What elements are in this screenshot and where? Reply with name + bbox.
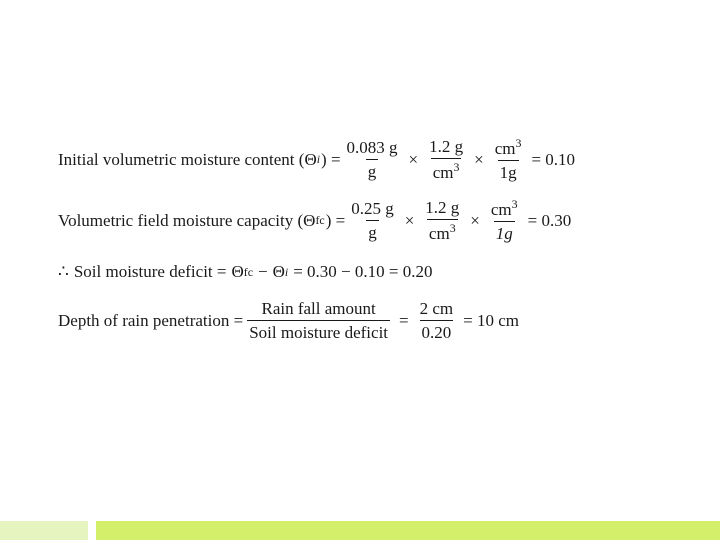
theta-subscript: fc [243, 264, 254, 279]
result-value: = 0.10 [531, 149, 576, 169]
theta-symbol: Θ [303, 210, 316, 230]
times-sign: × [470, 210, 480, 230]
fraction-numerator: 0.25 g [351, 199, 394, 219]
unit-cm: cm [432, 163, 454, 183]
footer-bar-left [0, 521, 88, 540]
superscript: 3 [453, 160, 460, 174]
equation-rain-penetration [58, 300, 519, 341]
therefore-symbol: ∴ [58, 262, 69, 281]
equation-soil-deficit [58, 262, 432, 282]
close-paren-equals: ) = [321, 149, 341, 169]
fraction-numerator: 2 cm [419, 299, 454, 318]
fraction-denominator: Soil moisture deficit [247, 320, 390, 341]
field-capacity-label: Volumetric field moisture capacity ( [58, 210, 304, 230]
close-paren-equals: ) = [325, 210, 346, 230]
times-sign: × [474, 149, 484, 169]
fraction-denominator: g [366, 220, 379, 241]
unit-cm: cm [494, 139, 516, 159]
fraction-denominator: 1g [498, 160, 519, 181]
theta-symbol: Θ [231, 262, 244, 281]
theta-subscript: i [284, 264, 289, 279]
result-value: = 0.30 [527, 210, 572, 230]
equation-field-capacity [58, 199, 571, 242]
soil-deficit-label: Soil moisture deficit = [73, 262, 227, 281]
fraction-numerator [489, 199, 520, 221]
fraction-bulk-density [427, 138, 465, 181]
superscript: 3 [449, 221, 456, 235]
superscript: 3 [515, 136, 522, 150]
fraction-denominator: 1g [494, 221, 515, 242]
fraction-denominator: g [366, 159, 379, 180]
fraction-mass-ratio [349, 200, 396, 241]
theta-symbol: Θ [304, 149, 317, 169]
theta-subscript: fc [315, 213, 325, 228]
footer-bar-right [96, 521, 720, 540]
fraction-water-density [493, 138, 524, 181]
theta-subscript: i [316, 152, 321, 167]
minus-sign: − [258, 262, 268, 281]
theta-symbol: Θ [272, 262, 285, 281]
initial-moisture-label: Initial volumetric moisture content ( [58, 149, 305, 169]
fraction-numerator: Rain fall amount [261, 299, 376, 318]
fraction-denominator [427, 219, 458, 242]
superscript: 3 [511, 197, 518, 211]
equals-sign: = [399, 310, 409, 330]
fraction-numerator: 1.2 g [425, 198, 460, 217]
result-value: = 10 cm [463, 310, 520, 330]
unit-cm: cm [490, 200, 512, 220]
equation-initial-moisture [58, 138, 575, 181]
fraction-rain-over-deficit [247, 300, 390, 341]
fraction-bulk-density [423, 199, 461, 242]
fraction-numerator: 1.2 g [429, 137, 464, 156]
fraction-denominator: 0.20 [420, 320, 454, 341]
times-sign: × [408, 149, 419, 169]
times-sign: × [404, 210, 415, 230]
fraction-water-density [489, 199, 520, 242]
rain-penetration-label: Depth of rain penetration = [58, 310, 244, 330]
fraction-numerator [493, 138, 524, 160]
unit-cm: cm [428, 224, 450, 244]
result-value: = 0.30 − 0.10 = 0.20 [293, 262, 433, 281]
fraction-values [418, 300, 456, 341]
fraction-mass-ratio [345, 139, 400, 180]
fraction-denominator [431, 158, 462, 181]
fraction-numerator: 0.083 g [346, 138, 398, 158]
